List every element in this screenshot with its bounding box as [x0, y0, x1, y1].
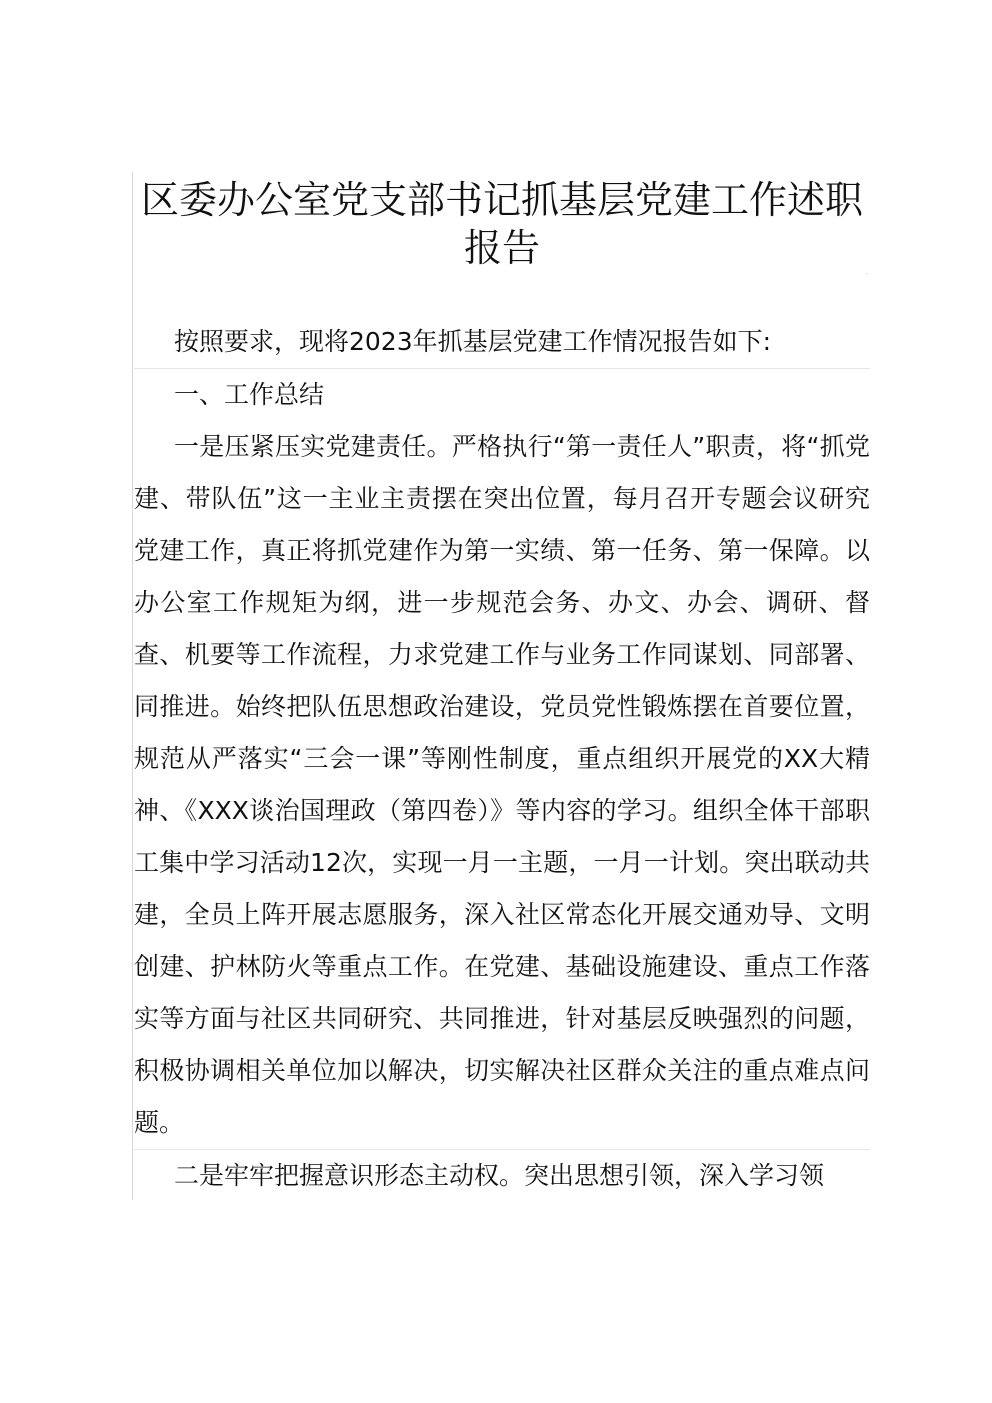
- section-heading: 一、工作总结: [174, 380, 325, 409]
- body-paragraph-2: 二是牢牢把握意识形态主动权。突出思想引领，深入学习领: [174, 1161, 825, 1190]
- intro-paragraph: 按照要求，现将2023年抓基层党建工作情况报告如下:: [174, 327, 772, 356]
- document-body: [134, 316, 870, 1202]
- document-title: 区委办公室党支部书记抓基层党建工作述职报告: [140, 178, 863, 270]
- body-paragraph-1: 一是压紧压实党建责任。严格执行“第一责任人”职责，将“抓党建、带队伍”这一主业主责摆在突出位置，每月召开专题会议研究党建工作，真正将抓党建作为第一实绩、第一任务、第一保障。以办公室工作规矩为纲，进一步规范会务、办文、办会、调研、督查、机要等工作流程，力求党建工作与业务工作同谋划、同部署、同推进。始终把队伍思想政治建设，党员党性锻炼摆在首要位置，规范从严落实“三会一课”等刚性制度，重点组织开展党的XX大精神、《XXX谈治国理政（第四卷）》等内容的学习。组织全体干部职工集中学习活动12次，实现一月一主题，一月一计划。突出联动共建，全员上阵开展志愿服务，深入社区常态化开展交通劝导、文明创建、护林防火等重点工作。在党建、基础设施建设、重点工作落实等方面与社区共同研究、共同推进，针对基层反映强烈的问题，积极协调相关单位加以解决，切实解决社区群众关注的重点难点问题。: [134, 432, 870, 1137]
- page-margin-line: [132, 172, 133, 1200]
- title-dot-mark: .: [866, 269, 868, 276]
